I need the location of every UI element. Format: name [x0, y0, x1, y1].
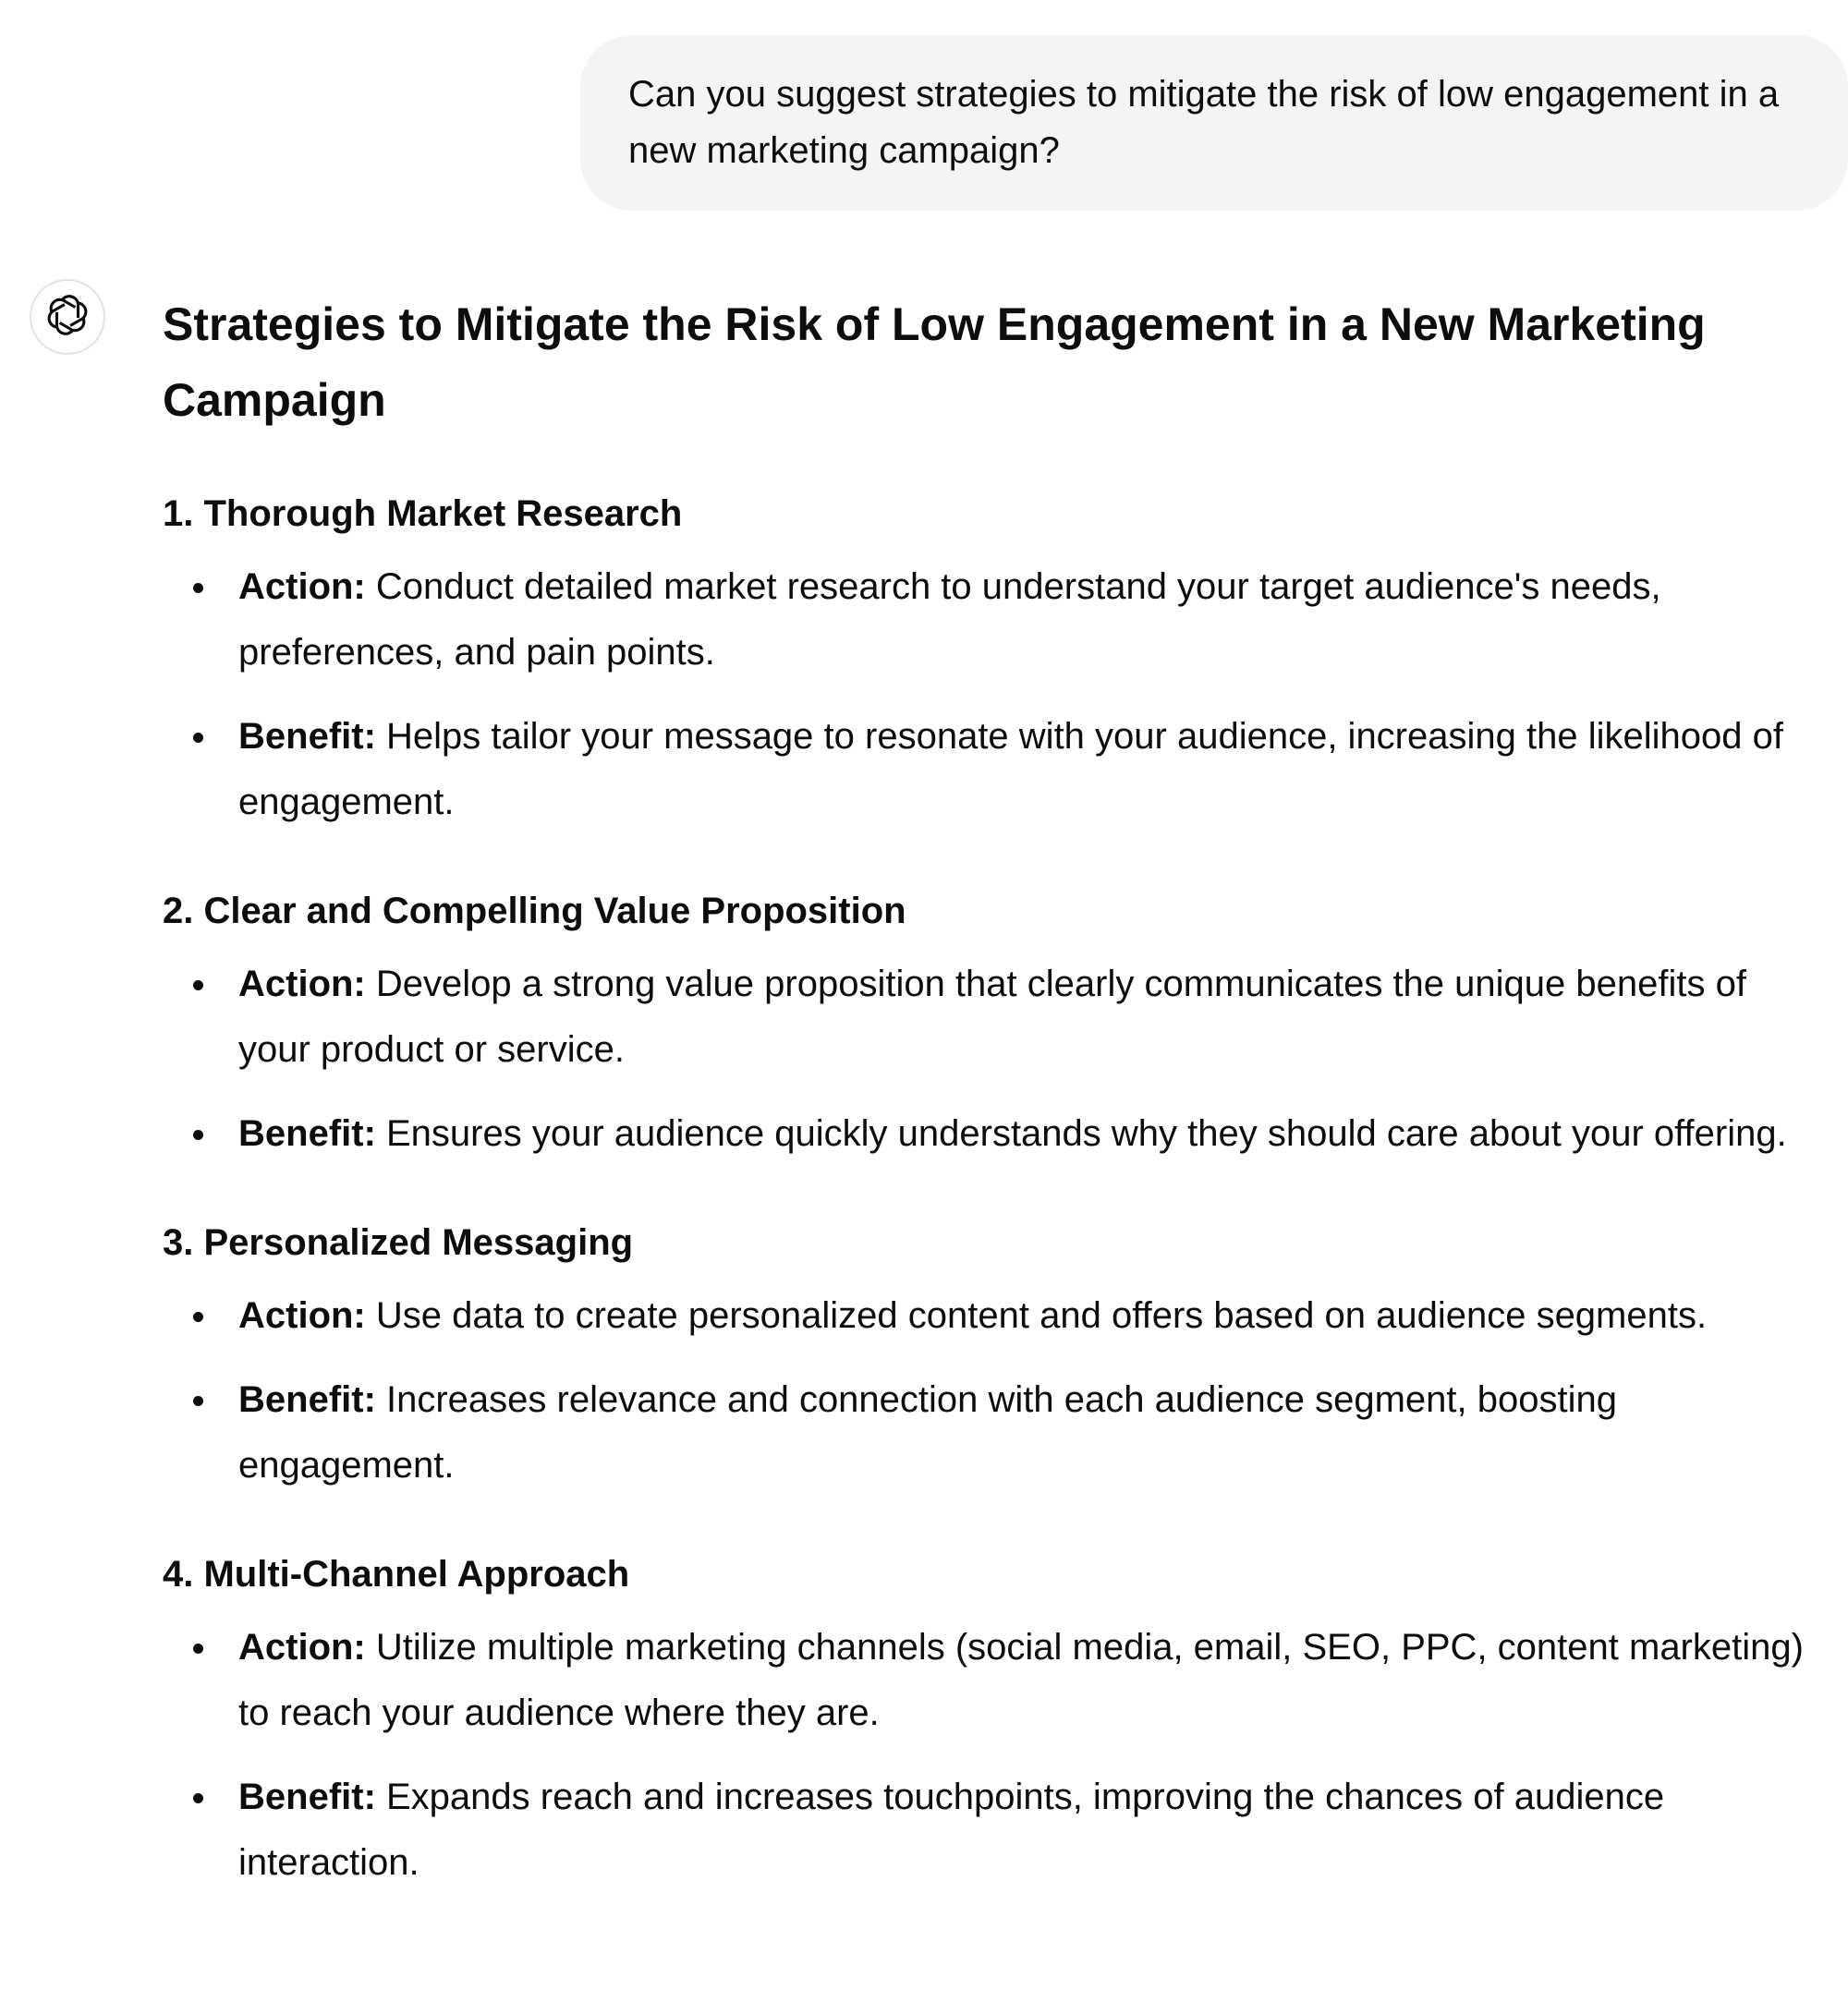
assistant-avatar	[30, 279, 105, 355]
list-item	[163, 1367, 1826, 1499]
list-item	[163, 1283, 1826, 1349]
point-text: Utilize multiple marketing channels (social media, email, SEO, PPC, content marketing) to reach your audience where they are.	[238, 1627, 1804, 1733]
bullet-list	[163, 1615, 1826, 1896]
point-label: Benefit:	[238, 716, 376, 757]
list-item	[163, 1101, 1826, 1167]
openai-logo-icon	[46, 294, 89, 341]
point-text: Ensures your audience quickly understands why they should care about your offering.	[375, 1113, 1787, 1154]
list-item	[163, 554, 1826, 686]
point-text: Helps tailor your message to resonate with your audience, increasing the likelihood of engagement.	[238, 716, 1783, 822]
point-text: Develop a strong value proposition that clearly communicates the unique benefits of your product or service.	[238, 964, 1746, 1070]
user-message-text: Can you suggest strategies to mitigate the risk of low engagement in a new marketing campaign?	[628, 74, 1780, 171]
point-text: Expands reach and increases touchpoints, improving the chances of audience interaction.	[238, 1777, 1665, 1883]
bullet-list	[163, 554, 1826, 835]
point-label: Benefit:	[238, 1113, 376, 1154]
assistant-message	[163, 286, 1826, 1914]
bullet-list	[163, 952, 1826, 1167]
bullet-list	[163, 1283, 1826, 1499]
point-label: Action:	[238, 566, 366, 607]
point-label: Action:	[238, 964, 366, 1004]
strategy-section-2	[163, 881, 1826, 1167]
section-heading: 1. Thorough Market Research	[163, 493, 683, 534]
list-item	[163, 952, 1826, 1083]
strategy-section-4	[163, 1545, 1826, 1896]
strategy-section-3	[163, 1213, 1826, 1499]
section-heading: 2. Clear and Compelling Value Proposition	[163, 891, 906, 931]
point-text: Use data to create personalized content and offers based on audience segments.	[365, 1295, 1708, 1336]
point-label: Benefit:	[238, 1777, 376, 1817]
response-title: Strategies to Mitigate the Risk of Low Engagement in a New Marketing Campaign	[163, 298, 1706, 426]
user-message-row	[0, 35, 1848, 211]
list-item	[163, 1615, 1826, 1746]
point-label: Action:	[238, 1627, 366, 1668]
point-text: Increases relevance and connection with each audience segment, boosting engagement.	[238, 1379, 1617, 1486]
list-item	[163, 1765, 1826, 1896]
section-heading: 4. Multi-Channel Approach	[163, 1554, 630, 1595]
section-heading: 3. Personalized Messaging	[163, 1222, 634, 1263]
list-item	[163, 704, 1826, 835]
point-label: Benefit:	[238, 1379, 376, 1420]
point-label: Action:	[238, 1295, 366, 1336]
user-message-bubble	[580, 35, 1848, 211]
point-text: Conduct detailed market research to understand your target audience's needs, preferences, and pain points.	[238, 566, 1661, 673]
strategy-section-1	[163, 484, 1826, 835]
